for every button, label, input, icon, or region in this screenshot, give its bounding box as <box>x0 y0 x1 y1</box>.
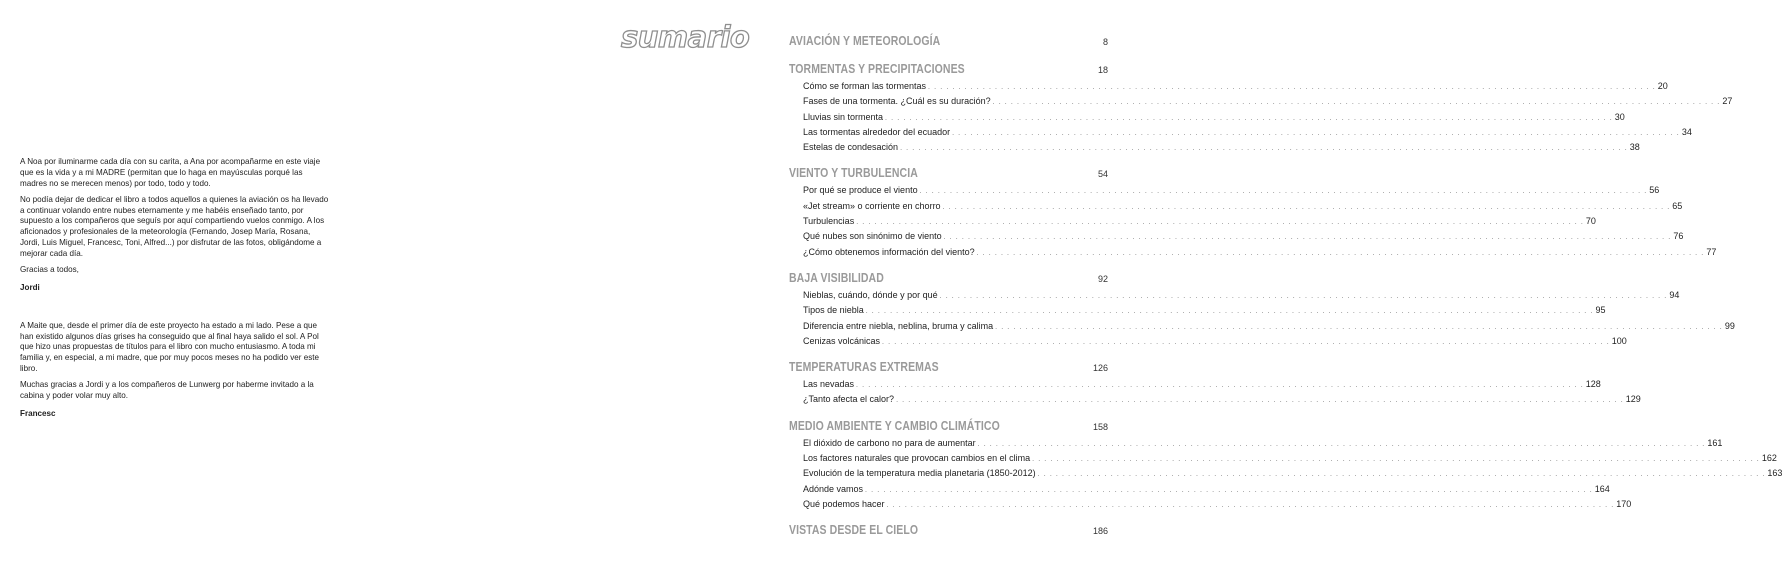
toc-section-heading[interactable] <box>789 417 1108 436</box>
toc-entry-page: 95 <box>1595 305 1606 316</box>
toc-entry-page: 170 <box>1616 498 1632 509</box>
toc-entry[interactable] <box>789 214 1596 229</box>
toc-section-title: TORMENTAS Y PRECIPITACIONES <box>789 62 965 76</box>
toc-entry-page: 56 <box>1649 185 1660 196</box>
toc-leader-dots: . . . . . . . . . . . . . . . . . . . . . . . . . . . . . . . . . . . . . . . . . . . . . . . . . . . . . . . . . . . . . . . . . . . . . . . . . . . . . . . . . . . . . . . . . . . . . . . . . . . . . . . . . . . . . . . . . . . . . . . . <box>1037 471 1766 479</box>
toc-entry[interactable] <box>789 466 1782 481</box>
toc-section <box>789 60 1733 155</box>
toc-section-heading[interactable] <box>789 269 1108 288</box>
dedication-paragraph: A Maite que, desde el primer día de este proyecto ha estado a mi lado. Pese a que han existido algunos días grises ha conseguido que al final haya salido el sol. A Pol que hizo unas propuestas de títulos para el libro con mucho entusiasmo. A toda mi familia y, en especial, a mi madre, que por muy pocos meses no ha podido ver este libro. <box>20 320 320 373</box>
toc-section-heading[interactable] <box>789 32 1108 51</box>
toc-entry-page: 129 <box>1625 394 1641 405</box>
toc-entry[interactable] <box>789 140 1640 155</box>
toc-entry[interactable] <box>789 377 1601 392</box>
toc-entry[interactable] <box>789 482 1610 497</box>
toc-section <box>789 164 1717 259</box>
toc-entry-page: 161 <box>1707 437 1723 448</box>
toc-entry-label: Nieblas, cuándo, dónde y por qué <box>803 289 938 300</box>
toc-section-title: VIENTO Y TURBULENCIA <box>789 166 918 181</box>
toc-entry-page: 100 <box>1611 335 1627 346</box>
toc-section-page: 158 <box>1092 421 1108 432</box>
toc-entry[interactable] <box>789 319 1735 334</box>
toc-entry-label: ¿Cómo obtenemos información del viento? <box>803 246 975 257</box>
toc-leader-dots: . . . . . . . . . . . . . . . . . . . . . . . . . . . . . . . . . . . . . . . . . . . . . . . . . . . . . . . . . . . . . . . . . . . . . . . . . . . . . . . . . . . . . . . . . . . . . . . . . . . . . . . . . . . . . . . . . . . . . . . . <box>928 84 1656 91</box>
toc-section-title: MEDIO AMBIENTE Y CAMBIO CLIMÁTICO <box>789 418 1000 433</box>
toc-entry-label: Estelas de condesación <box>803 142 899 153</box>
toc-entry-label: Qué podemos hacer <box>803 498 885 509</box>
toc-entry[interactable] <box>789 245 1717 260</box>
toc-entry-page: 70 <box>1585 216 1596 227</box>
toc-entry-label: Diferencia entre niebla, neblina, bruma y calima <box>803 320 994 331</box>
toc-entry[interactable] <box>789 436 1723 451</box>
toc-section <box>789 417 1782 512</box>
toc-entry-page: 34 <box>1681 126 1692 137</box>
toc-leader-dots: . . . . . . . . . . . . . . . . . . . . . . . . . . . . . . . . . . . . . . . . . . . . . . . . . . . . . . . . . . . . . . . . . . . . . . . . . . . . . . . . . . . . . . . . . . . . . . . . . . . . . . . . . . . . . . . . . . . . . . . . <box>977 440 1706 448</box>
toc-entry[interactable] <box>789 199 1683 214</box>
toc-entry-label: Las tormentas alrededor del ecuador <box>803 126 951 137</box>
toc-entry-label: Cenizas volcánicas <box>803 335 881 346</box>
toc-entry-label: Los factores naturales que provocan cambios en el clima <box>803 453 1031 464</box>
toc-leader-dots: . . . . . . . . . . . . . . . . . . . . . . . . . . . . . . . . . . . . . . . . . . . . . . . . . . . . . . . . . . . . . . . . . . . . . . . . . . . . . . . . . . . . . . . . . . . . . . . . . . . . . . . . . . . . . . . . . . . . . . . . <box>943 234 1672 242</box>
toc-section-page: 186 <box>1092 526 1108 537</box>
toc-entry[interactable] <box>789 125 1692 140</box>
toc-section-page: 54 <box>1097 169 1108 180</box>
toc-entry-page: 20 <box>1657 81 1668 91</box>
toc-section-title: BAJA VISIBILIDAD <box>789 270 884 285</box>
toc-section-title: TEMPERATURAS EXTREMAS <box>789 360 939 375</box>
toc-section-page: 18 <box>1097 65 1108 75</box>
toc-leader-dots: . . . . . . . . . . . . . . . . . . . . . . . . . . . . . . . . . . . . . . . . . . . . . . . . . . . . . . . . . . . . . . . . . . . . . . . . . . . . . . . . . . . . . . . . . . . . . . . . . . . . . . . . . . . . . . . . . . . . . . . . <box>900 145 1628 153</box>
toc-entry-label: Adónde vamos <box>803 483 864 494</box>
toc-leader-dots: . . . . . . . . . . . . . . . . . . . . . . . . . . . . . . . . . . . . . . . . . . . . . . . . . . . . . . . . . . . . . . . . . . . . . . . . . . . . . . . . . . . . . . . . . . . . . . . . . . . . . . . . . . . . . . . . . . . . . . . . <box>865 486 1593 494</box>
toc-entry-label: «Jet stream» o corriente en chorro <box>803 200 941 211</box>
toc-entry-label: Turbulencias <box>803 216 855 227</box>
toc-leader-dots: . . . . . . . . . . . . . . . . . . . . . . . . . . . . . . . . . . . . . . . . . . . . . . . . . . . . . . . . . . . . . . . . . . . . . . . . . . . . . . . . . . . . . . . . . . . . . . . . . . . . . . . . . . . . . . . . . . . . . . . . <box>886 501 1615 509</box>
toc-leader-dots: . . . . . . . . . . . . . . . . . . . . . . . . . . . . . . . . . . . . . . . . . . . . . . . . . . . . . . . . . . . . . . . . . . . . . . . . . . . . . . . . . . . . . . . . . . . . . . . . . . . . . . . . . . . . . . . . . . . . . . . . <box>856 219 1584 227</box>
toc-entry-page: 27 <box>1722 96 1733 107</box>
toc-leader-dots: . . . . . . . . . . . . . . . . . . . . . . . . . . . . . . . . . . . . . . . . . . . . . . . . . . . . . . . . . . . . . . . . . . . . . . . . . . . . . . . . . . . . . . . . . . . . . . . . . . . . . . . . . . . . . . . . . . . . . . . . <box>885 114 1613 122</box>
toc-section-heading[interactable] <box>789 358 1108 377</box>
toc-entry-label: El dióxido de carbono no para de aumentar <box>803 437 976 448</box>
toc-section <box>789 32 1108 51</box>
toc-leader-dots: . . . . . . . . . . . . . . . . . . . . . . . . . . . . . . . . . . . . . . . . . . . . . . . . . . . . . . . . . . . . . . . . . . . . . . . . . . . . . . . . . . . . . . . . . . . . . . . . . . . . . . . . . . . . . . . . . . . . . . . . <box>896 397 1624 405</box>
toc-entry-label: Las nevadas <box>803 379 855 390</box>
dedication-signature: Jordi <box>20 282 40 292</box>
toc-entry[interactable] <box>789 229 1684 244</box>
toc-entry-label: Tipos de niebla <box>803 305 864 316</box>
toc-entry-page: 163 <box>1767 468 1782 479</box>
toc-leader-dots: . . . . . . . . . . . . . . . . . . . . . . . . . . . . . . . . . . . . . . . . . . . . . . . . . . . . . . . . . . . . . . . . . . . . . . . . . . . . . . . . . . . . . . . . . . . . . . . . . . . . . . . . . . . . . . . . . . . . . . . . <box>992 99 1721 107</box>
toc-entry-page: 38 <box>1629 142 1640 153</box>
toc-entry[interactable] <box>789 110 1625 125</box>
toc-entry[interactable] <box>789 303 1606 318</box>
toc-leader-dots: . . . . . . . . . . . . . . . . . . . . . . . . . . . . . . . . . . . . . . . . . . . . . . . . . . . . . . . . . . . . . . . . . . . . . . . . . . . . . . . . . . . . . . . . . . . . . . . . . . . . . . . . . . . . . . . . . . . . . . . . <box>865 308 1594 316</box>
toc-entry-page: 162 <box>1761 453 1777 464</box>
toc-section-page: 92 <box>1097 273 1108 284</box>
toc-entry[interactable] <box>789 183 1660 198</box>
toc-section-heading[interactable] <box>789 60 1108 79</box>
toc-entry-label: ¿Tanto afecta el calor? <box>803 394 895 405</box>
toc-leader-dots: . . . . . . . . . . . . . . . . . . . . . . . . . . . . . . . . . . . . . . . . . . . . . . . . . . . . . . . . . . . . . . . . . . . . . . . . . . . . . . . . . . . . . . . . . . . . . . . . . . . . . . . . . . . . . . . . . . . . . . . . <box>995 323 1723 331</box>
toc-leader-dots: . . . . . . . . . . . . . . . . . . . . . . . . . . . . . . . . . . . . . . . . . . . . . . . . . . . . . . . . . . . . . . . . . . . . . . . . . . . . . . . . . . . . . . . . . . . . . . . . . . . . . . . . . . . . . . . . . . . . . . . . <box>942 203 1671 211</box>
dedication-paragraph: Gracias a todos, <box>20 265 79 275</box>
toc-entry-page: 128 <box>1585 379 1601 390</box>
toc-entry-page: 164 <box>1594 483 1610 494</box>
toc-section <box>789 269 1735 349</box>
toc-entry-page: 76 <box>1673 231 1684 242</box>
toc-entry-label: Qué nubes son sinónimo de viento <box>803 231 942 242</box>
toc-entry-label: Lluvias sin tormenta <box>803 111 884 122</box>
toc-entry[interactable] <box>789 79 1668 94</box>
toc-leader-dots: . . . . . . . . . . . . . . . . . . . . . . . . . . . . . . . . . . . . . . . . . . . . . . . . . . . . . . . . . . . . . . . . . . . . . . . . . . . . . . . . . . . . . . . . . . . . . . . . . . . . . . . . . . . . . . . . . . . . . . . . <box>919 188 1648 196</box>
toc-entry[interactable] <box>789 334 1627 349</box>
toc-leader-dots: . . . . . . . . . . . . . . . . . . . . . . . . . . . . . . . . . . . . . . . . . . . . . . . . . . . . . . . . . . . . . . . . . . . . . . . . . . . . . . . . . . . . . . . . . . . . . . . . . . . . . . . . . . . . . . . . . . . . . . . . <box>952 129 1680 137</box>
toc-entry-label: Cómo se forman las tormentas <box>803 81 927 91</box>
toc-title: sumario <box>621 20 750 54</box>
dedication-signature: Francesc <box>20 408 56 418</box>
toc-entry-page: 30 <box>1614 111 1625 122</box>
toc-entry-label: Por qué se produce el viento <box>803 185 918 196</box>
dedication-paragraph: Muchas gracias a Jordi y a los compañeros de Lunwerg por haberme invitado a la cabina y poder volar muy alto. <box>20 380 314 401</box>
table-of-contents <box>789 32 1782 549</box>
dedication-paragraph: A Noa por iluminarme cada día con su carita, a Ana por acompañarme en este viaje que es la vida y a mi MADRE (permitan que lo haga en mayúsculas porqué las madres no se merecen menos) por todo, todo y todo. <box>20 157 321 188</box>
toc-section-heading[interactable] <box>789 521 1108 540</box>
toc-leader-dots: . . . . . . . . . . . . . . . . . . . . . . . . . . . . . . . . . . . . . . . . . . . . . . . . . . . . . . . . . . . . . . . . . . . . . . . . . . . . . . . . . . . . . . . . . . . . . . . . . . . . . . . . . . . . . . . . . . . . . . . . <box>882 338 1610 346</box>
toc-entry-page: 77 <box>1706 246 1717 257</box>
dedication-francesc <box>20 321 330 420</box>
toc-section-title: AVIACIÓN Y METEOROLOGÍA <box>789 34 941 48</box>
toc-section-title: VISTAS DESDE EL CIELO <box>789 523 919 538</box>
toc-section <box>789 358 1641 408</box>
toc-entry[interactable] <box>789 288 1680 303</box>
toc-entry-label: Evolución de la temperatura media planetaria (1850-2012) <box>803 468 1036 479</box>
dedication-jordi <box>20 157 330 294</box>
toc-entry[interactable] <box>789 94 1733 109</box>
toc-leader-dots: . . . . . . . . . . . . . . . . . . . . . . . . . . . . . . . . . . . . . . . . . . . . . . . . . . . . . . . . . . . . . . . . . . . . . . . . . . . . . . . . . . . . . . . . . . . . . . . . . . . . . . . . . . . . . . . . . . . . . . . . <box>976 249 1705 257</box>
toc-leader-dots: . . . . . . . . . . . . . . . . . . . . . . . . . . . . . . . . . . . . . . . . . . . . . . . . . . . . . . . . . . . . . . . . . . . . . . . . . . . . . . . . . . . . . . . . . . . . . . . . . . . . . . . . . . . . . . . . . . . . . . . . <box>1032 456 1760 464</box>
toc-section-page: 126 <box>1092 363 1108 374</box>
toc-entry-page: 65 <box>1672 200 1683 211</box>
toc-entry-label: Fases de una tormenta. ¿Cuál es su duración? <box>803 96 991 107</box>
dedication-paragraph: No podía dejar de dedicar el libro a todos aquellos a quienes la aviación os ha llevado a continuar volando entre nubes eternamente y me habéis enseñado tanto, por supuesto a los compañeros que seguís por aquí compartiendo vuelos conmigo. A los aficionados y profesionales de la meteorología (Fernando, Josep María, Rosana, Jordi, Luis Miguel, Francesc, Toni, Alfred...) por disfrutar de las fotos, obligándome a mejorar cada día. <box>20 194 329 258</box>
dedications-page <box>20 157 330 425</box>
toc-entry-page: 99 <box>1724 320 1735 331</box>
toc-leader-dots: . . . . . . . . . . . . . . . . . . . . . . . . . . . . . . . . . . . . . . . . . . . . . . . . . . . . . . . . . . . . . . . . . . . . . . . . . . . . . . . . . . . . . . . . . . . . . . . . . . . . . . . . . . . . . . . . . . . . . . . . <box>856 382 1584 390</box>
toc-entry-page: 94 <box>1669 289 1680 300</box>
toc-section-heading[interactable] <box>789 164 1108 183</box>
toc-leader-dots: . . . . . . . . . . . . . . . . . . . . . . . . . . . . . . . . . . . . . . . . . . . . . . . . . . . . . . . . . . . . . . . . . . . . . . . . . . . . . . . . . . . . . . . . . . . . . . . . . . . . . . . . . . . . . . . . . . . . . . . . <box>939 292 1668 300</box>
toc-section-page: 8 <box>1102 37 1108 47</box>
toc-section <box>789 521 1108 540</box>
toc-entry[interactable] <box>789 497 1632 512</box>
toc-entry[interactable] <box>789 392 1641 407</box>
toc-entry[interactable] <box>789 451 1777 466</box>
